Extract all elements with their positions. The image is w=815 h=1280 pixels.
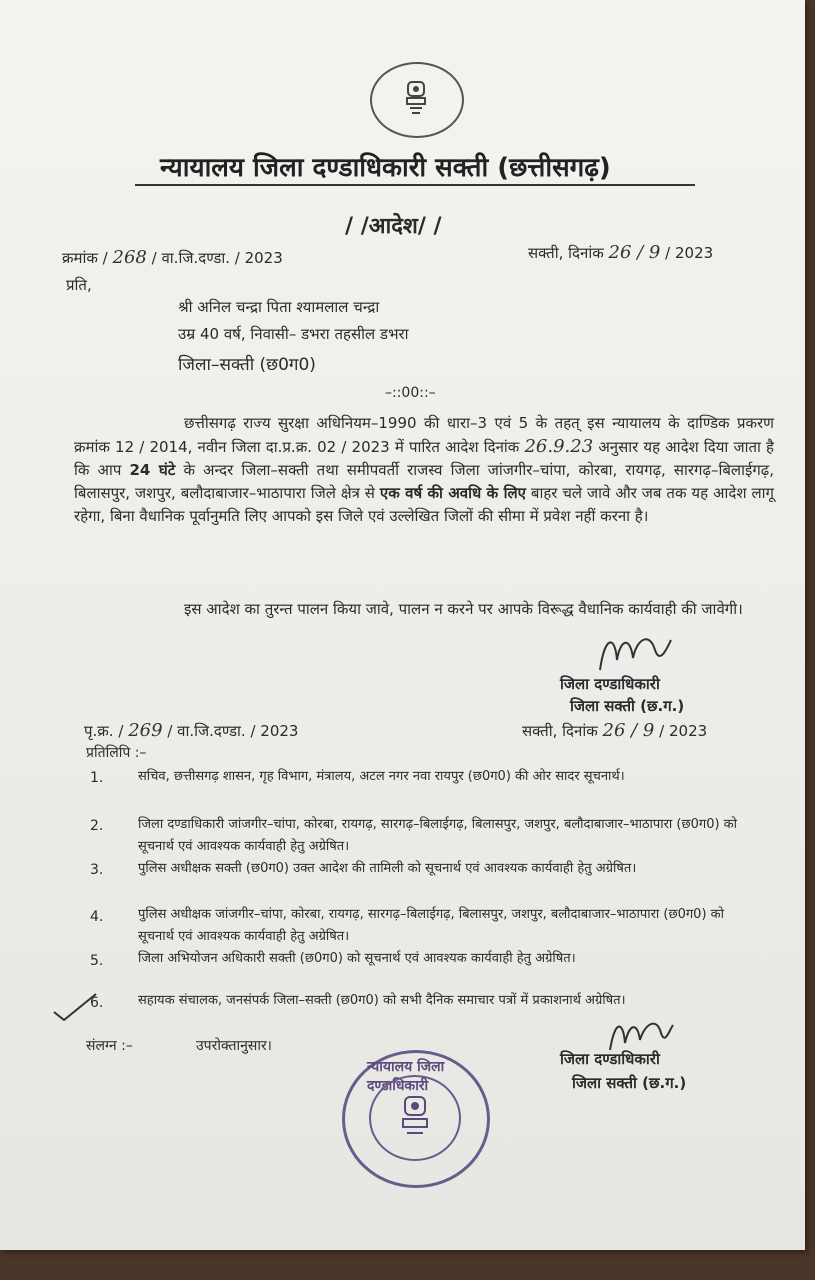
office-stamp (342, 1050, 490, 1188)
signature-block-1 (560, 630, 740, 720)
ref1-suffix: / वा.जि.दण्डा. / 2023 (151, 249, 283, 267)
recipient-line1: श्री अनिल चन्द्रा पिता श्यामलाल चन्द्रा (178, 298, 380, 316)
ref2-date-hand: 26 / 9 (602, 720, 655, 741)
enclosure-label: संलग्न :– (86, 1038, 133, 1054)
copy-num: 4. (90, 909, 104, 925)
ref2-date-label: सक्ती, दिनांक (522, 722, 598, 740)
emblem-seal (370, 62, 464, 138)
copy-text: जिला दण्डाधिकारी जांजगीर–चांपा, कोरबा, रायगढ़, सारगढ़–बिलाईगढ़, बिलासपुर, जशपुर, बलौदाबाजार–भाठापारा (छ0ग0) को सूचनार्थ एवं आवश्यक कार्यवाही हेतु अग्रेषित। (138, 817, 738, 854)
ref2-number: 269 (128, 720, 163, 741)
order-paragraph-2: इस आदेश का तुरन्त पालन किया जावे, पालन न करने पर आपके विरूद्ध वैधानिक कार्यवाही की जावेगी। (184, 600, 743, 618)
ashoka-emblem-icon (402, 78, 430, 118)
copy-num: 1. (90, 770, 104, 786)
signature2-district: जिला सक्ती (छ.ग.) (572, 1074, 687, 1092)
ref2-line (84, 720, 298, 741)
order-paragraph-1: छत्तीसगढ़ राज्य सुरक्षा अधिनियम–1990 की धारा–3 एवं 5 के तहत् इस न्यायालय के दाण्डिक प्रकरण क्रमांक 12 / 2014, नवीन जिला दा.प्र.क्र. 02 / 2023 में पारित आदेश दिनांक 26.9.23 अनुसार यह आदेश दिया जाता है कि आप 24 घंटे के अन्दर जिला–सक्ती तथा समीपवर्ती राजस्व जिला जांजगीर–चांपा, कोरबा, रायगढ़, सारगढ़–बिलाईगढ़, बिलासपुर, जशपुर, बलौदाबाजार–भाठापारा जिले क्षेत्र से एक वर्ष की अवधि के लिए बाहर चले जावे और जब तक यह आदेश लागू रहेगा, बिना वैधानिक पूर्वानुमति लिए आपको इस जिले एवं उल्लेखित जिलों की सीमा में प्रवेश नहीं करना है। (74, 414, 775, 525)
copy-num: 2. (90, 818, 104, 834)
ref1-date-hand: 26 / 9 (608, 242, 661, 263)
stamp-emblem-icon (395, 1093, 435, 1143)
copy-text: सहायक संचालक, जनसंपर्क जिला–सक्ती (छ0ग0) को सभी दैनिक समाचार पत्रों में प्रकाशनार्थ अग्रेषित। (138, 993, 626, 1008)
order-title: / /आदेश/ / (345, 214, 442, 239)
signature1-title: जिला दण्डाधिकारी (560, 675, 660, 693)
title-underline (135, 184, 695, 186)
ref2-prefix: पृ.क्र. / (84, 722, 124, 740)
enclosure-value: उपरोक्तानुसार। (196, 1038, 272, 1054)
ref1-prefix: क्रमांक / (62, 249, 108, 267)
court-title: न्यायालय जिला दण्डाधिकारी सक्ती (छत्तीसगढ़) (160, 153, 611, 183)
ref1-line (62, 247, 283, 268)
tick-mark-icon (50, 990, 100, 1024)
ref1-date-line (528, 242, 713, 263)
order-date-hand: 26.9.23 (524, 436, 594, 457)
copy-text: जिला अभियोजन अधिकारी सक्ती (छ0ग0) को सूचनार्थ एवं आवश्यक कार्यवाही हेतु अग्रेषित। (138, 951, 576, 966)
ref2-suffix: / वा.जि.दण्डा. / 2023 (167, 722, 299, 740)
recipient-to: प्रति, (66, 276, 92, 294)
copy-num: 6. (90, 995, 104, 1011)
signature-scribble (595, 630, 675, 675)
copy-text: पुलिस अधीक्षक जांजगीर–चांपा, कोरबा, रायगढ़, सारगढ़–बिलाईगढ़, बिलासपुर, जशपुर, बलौदाबाजार–भाठापारा (छ0ग0) को सूचनार्थ एवं आवश्यक कार्यवाही हेतु अग्रेषित। (138, 907, 724, 944)
ref1-year: / 2023 (665, 244, 714, 262)
recipient-line2: उम्र 40 वर्ष, निवासी– डभरा तहसील डभरा (178, 325, 409, 343)
signature2-title: जिला दण्डाधिकारी (560, 1050, 660, 1068)
copy-text: सचिव, छत्तीसगढ़ शासन, गृह विभाग, मंत्रालय, अटल नगर नवा रायपुर (छ0ग0) की ओर सादर सूचनार्थ। (138, 769, 625, 784)
stamp-inner-ring (369, 1075, 461, 1161)
copy-num: 3. (90, 862, 104, 878)
signature-block-2 (560, 1015, 740, 1105)
copy-label: प्रतिलिपि :– (86, 745, 147, 761)
signature1-district: जिला सक्ती (छ.ग.) (570, 697, 685, 715)
separator: –::00::– (385, 385, 436, 401)
copy-num: 5. (90, 953, 104, 969)
ref1-date-label: सक्ती, दिनांक (528, 244, 604, 262)
copy-text: पुलिस अधीक्षक सक्ती (छ0ग0) उक्त आदेश की तामिली को सूचनार्थ एवं आवश्यक कार्यवाही हेतु अग्रेषित। (138, 861, 637, 876)
recipient-line3: जिला–सक्ती (छ0ग0) (178, 355, 316, 375)
stamp-text: न्यायालय जिला दण्डाधिकारी (367, 1059, 445, 1094)
ref2-year: / 2023 (659, 722, 708, 740)
ref1-number: 268 (112, 247, 147, 268)
ref2-date-line (522, 720, 707, 741)
